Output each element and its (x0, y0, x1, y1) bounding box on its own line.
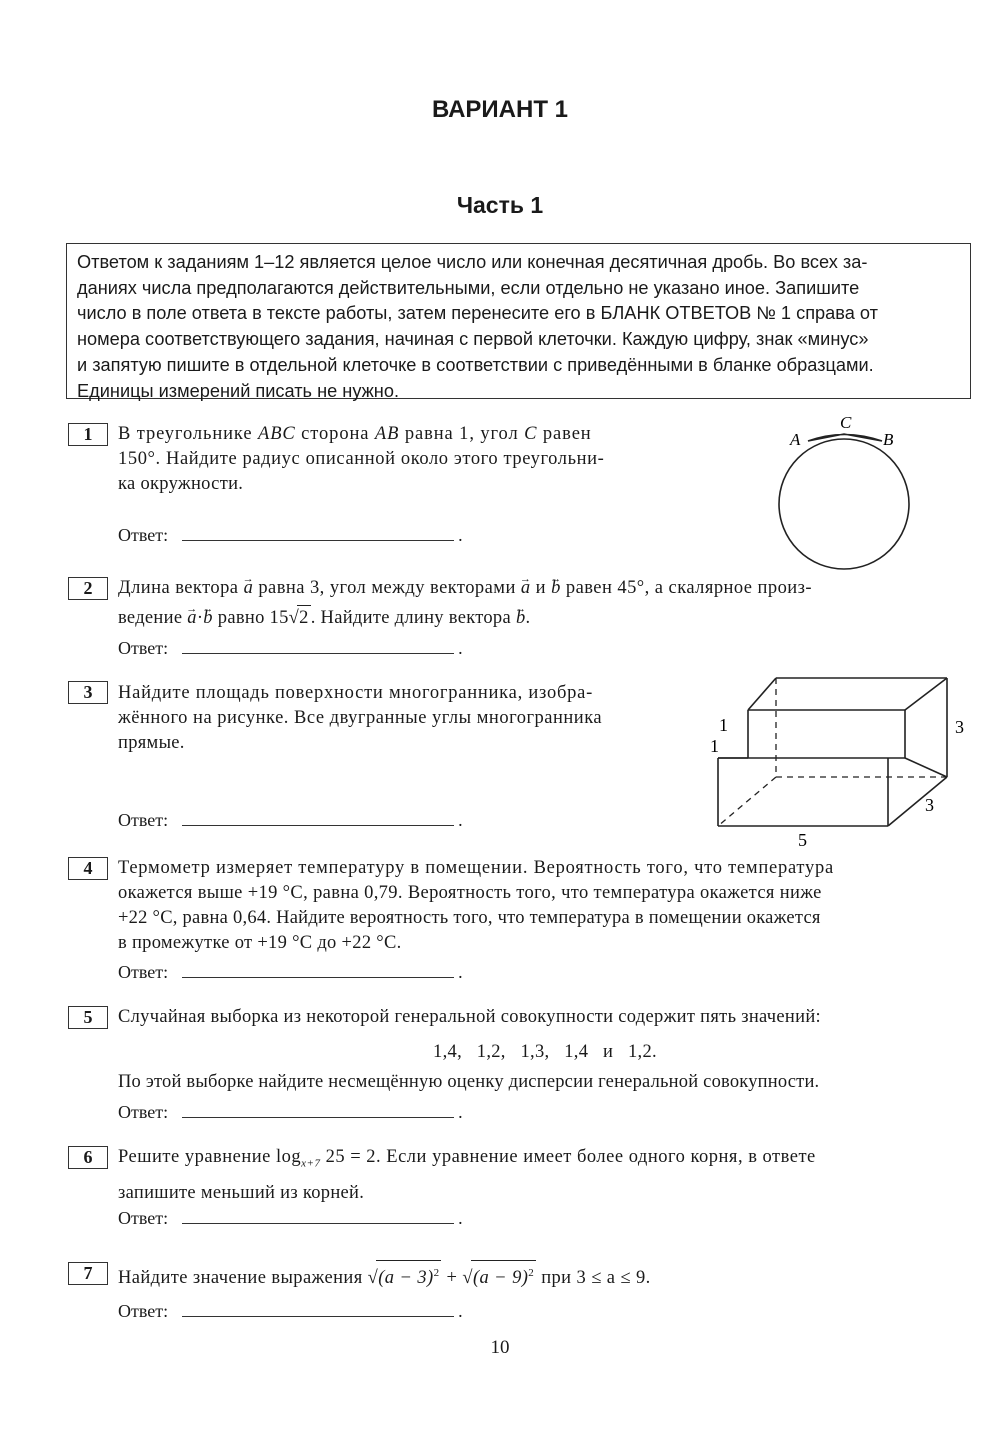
task-number-6: 6 (68, 1146, 108, 1169)
instructions-line: даниях числа предполагаются действительными, если отдельно не указано иное. Запишите (77, 277, 860, 298)
task-6-text: Решите уравнение $\log_{x+7} 25 = 2$. Если уравнение имеет более одного корня, в ответе запишите меньший из корней. (118, 1147, 816, 1203)
dim-5-width: 5 (798, 830, 807, 850)
circumscribed-circle (779, 439, 909, 569)
part-title: Часть 1 (456, 192, 544, 218)
task-5-text: Случайная выборка из некоторой генеральной совокупности содержит пять значений: (118, 1007, 821, 1027)
answer-row-3: Ответ: . (118, 810, 463, 830)
instructions-line: номера соответствующего задания, начиная с первой клеточки. Каждую цифру, знак «минус» (77, 329, 869, 350)
task-5-question: По этой выборке найдите несмещённую оценку дисперсии генеральной совокупности. (118, 1072, 820, 1092)
answer-field-3[interactable] (182, 811, 454, 826)
task-number-3: 3 (68, 681, 108, 704)
task-2-text: Длина вектора → a равна 3, угол между векторами → a и → b равен 45°, а скалярное произ- ведение → a·→ b равно 15√2 . Найдите длину вектора → b. (118, 576, 978, 631)
task-3-text: Найдите площадь поверхности многогранника, изобра- жённого на рисунке. Все двугранные углы многогранника прямые. (118, 683, 603, 753)
answer-label: Ответ: (118, 525, 169, 545)
task-1-text: В треугольнике ABC сторона AB равна 1, угол C равен 150°. Найдите радиус описанной около этого треугольни- ка окружности. (118, 424, 605, 494)
task-7-text: Найдите значение выражения $√(a - 3)^2 + √(a - 9)^2$ при 3 ≤ a ≤ 9. (118, 1260, 978, 1291)
answer-label: Ответ: (118, 1102, 169, 1122)
answer-row-1: Ответ: . (118, 525, 463, 545)
triangle-abc (808, 434, 882, 441)
task-4-text: Термометр измеряет температуру в помещении. Вероятность того, что температура окажется выше +19 °C, равна 0,79. Вероятность того, что температура окажется ниже +22 °C, равна 0,64. Найдите вероятность того, что температура в помещении окажется в промежутке от +19 °C до +22 °C. (118, 858, 834, 953)
page-number: 10 (490, 1337, 510, 1358)
dim-3-depth: 3 (925, 795, 934, 815)
answer-row-4: Ответ: . (118, 962, 463, 982)
dim-1-lower: 1 (710, 736, 719, 756)
dim-3-height: 3 (955, 717, 964, 737)
answer-label: Ответ: (118, 1301, 169, 1321)
answer-row-2: Ответ: . (118, 638, 463, 658)
polyhedron-figure (700, 668, 975, 853)
label-a: A (790, 430, 801, 449)
task-number-4: 4 (68, 857, 108, 880)
answer-field-7[interactable] (182, 1302, 454, 1317)
answer-row-7: Ответ: . (118, 1301, 463, 1321)
instructions-line: Единицы измерений писать не нужно. (77, 380, 400, 401)
answer-label: Ответ: (118, 810, 169, 830)
answer-field-4[interactable] (182, 963, 454, 978)
answer-label: Ответ: (118, 962, 169, 982)
label-c: C (840, 413, 852, 432)
task-5-values: 1,4, 1,2, 1,3, 1,4 и 1,2. (433, 1042, 657, 1062)
answer-field-2[interactable] (182, 639, 454, 654)
instructions-box (66, 243, 971, 399)
answer-label: Ответ: (118, 1208, 169, 1228)
task-number-2: 2 (68, 577, 108, 600)
task-number-5: 5 (68, 1006, 108, 1029)
label-b: B (883, 430, 894, 449)
dim-1-upper: 1 (719, 715, 728, 735)
answer-field-1[interactable] (182, 526, 454, 541)
instructions-line: число в поле ответа в тексте работы, затем перенесите его в БЛАНК ОТВЕТОВ № 1 справа от (77, 303, 878, 324)
circle-triangle-figure (770, 408, 920, 573)
answer-row-5: Ответ: . (118, 1102, 463, 1122)
answer-field-5[interactable] (182, 1103, 454, 1118)
answer-label: Ответ: (118, 638, 169, 658)
variant-title: ВАРИАНТ 1 (431, 96, 569, 123)
task-number-1: 1 (68, 423, 108, 446)
answer-row-6: Ответ: . (118, 1208, 463, 1228)
instructions-line: и запятую пишите в отдельной клеточке в соответствии с приведёнными в бланке образцами. (77, 354, 874, 375)
answer-field-6[interactable] (182, 1209, 454, 1224)
task-number-7: 7 (68, 1262, 108, 1285)
instructions-line: Ответом к заданиям 1–12 является целое число или конечная десятичная дробь. Во всех за- (77, 252, 868, 272)
